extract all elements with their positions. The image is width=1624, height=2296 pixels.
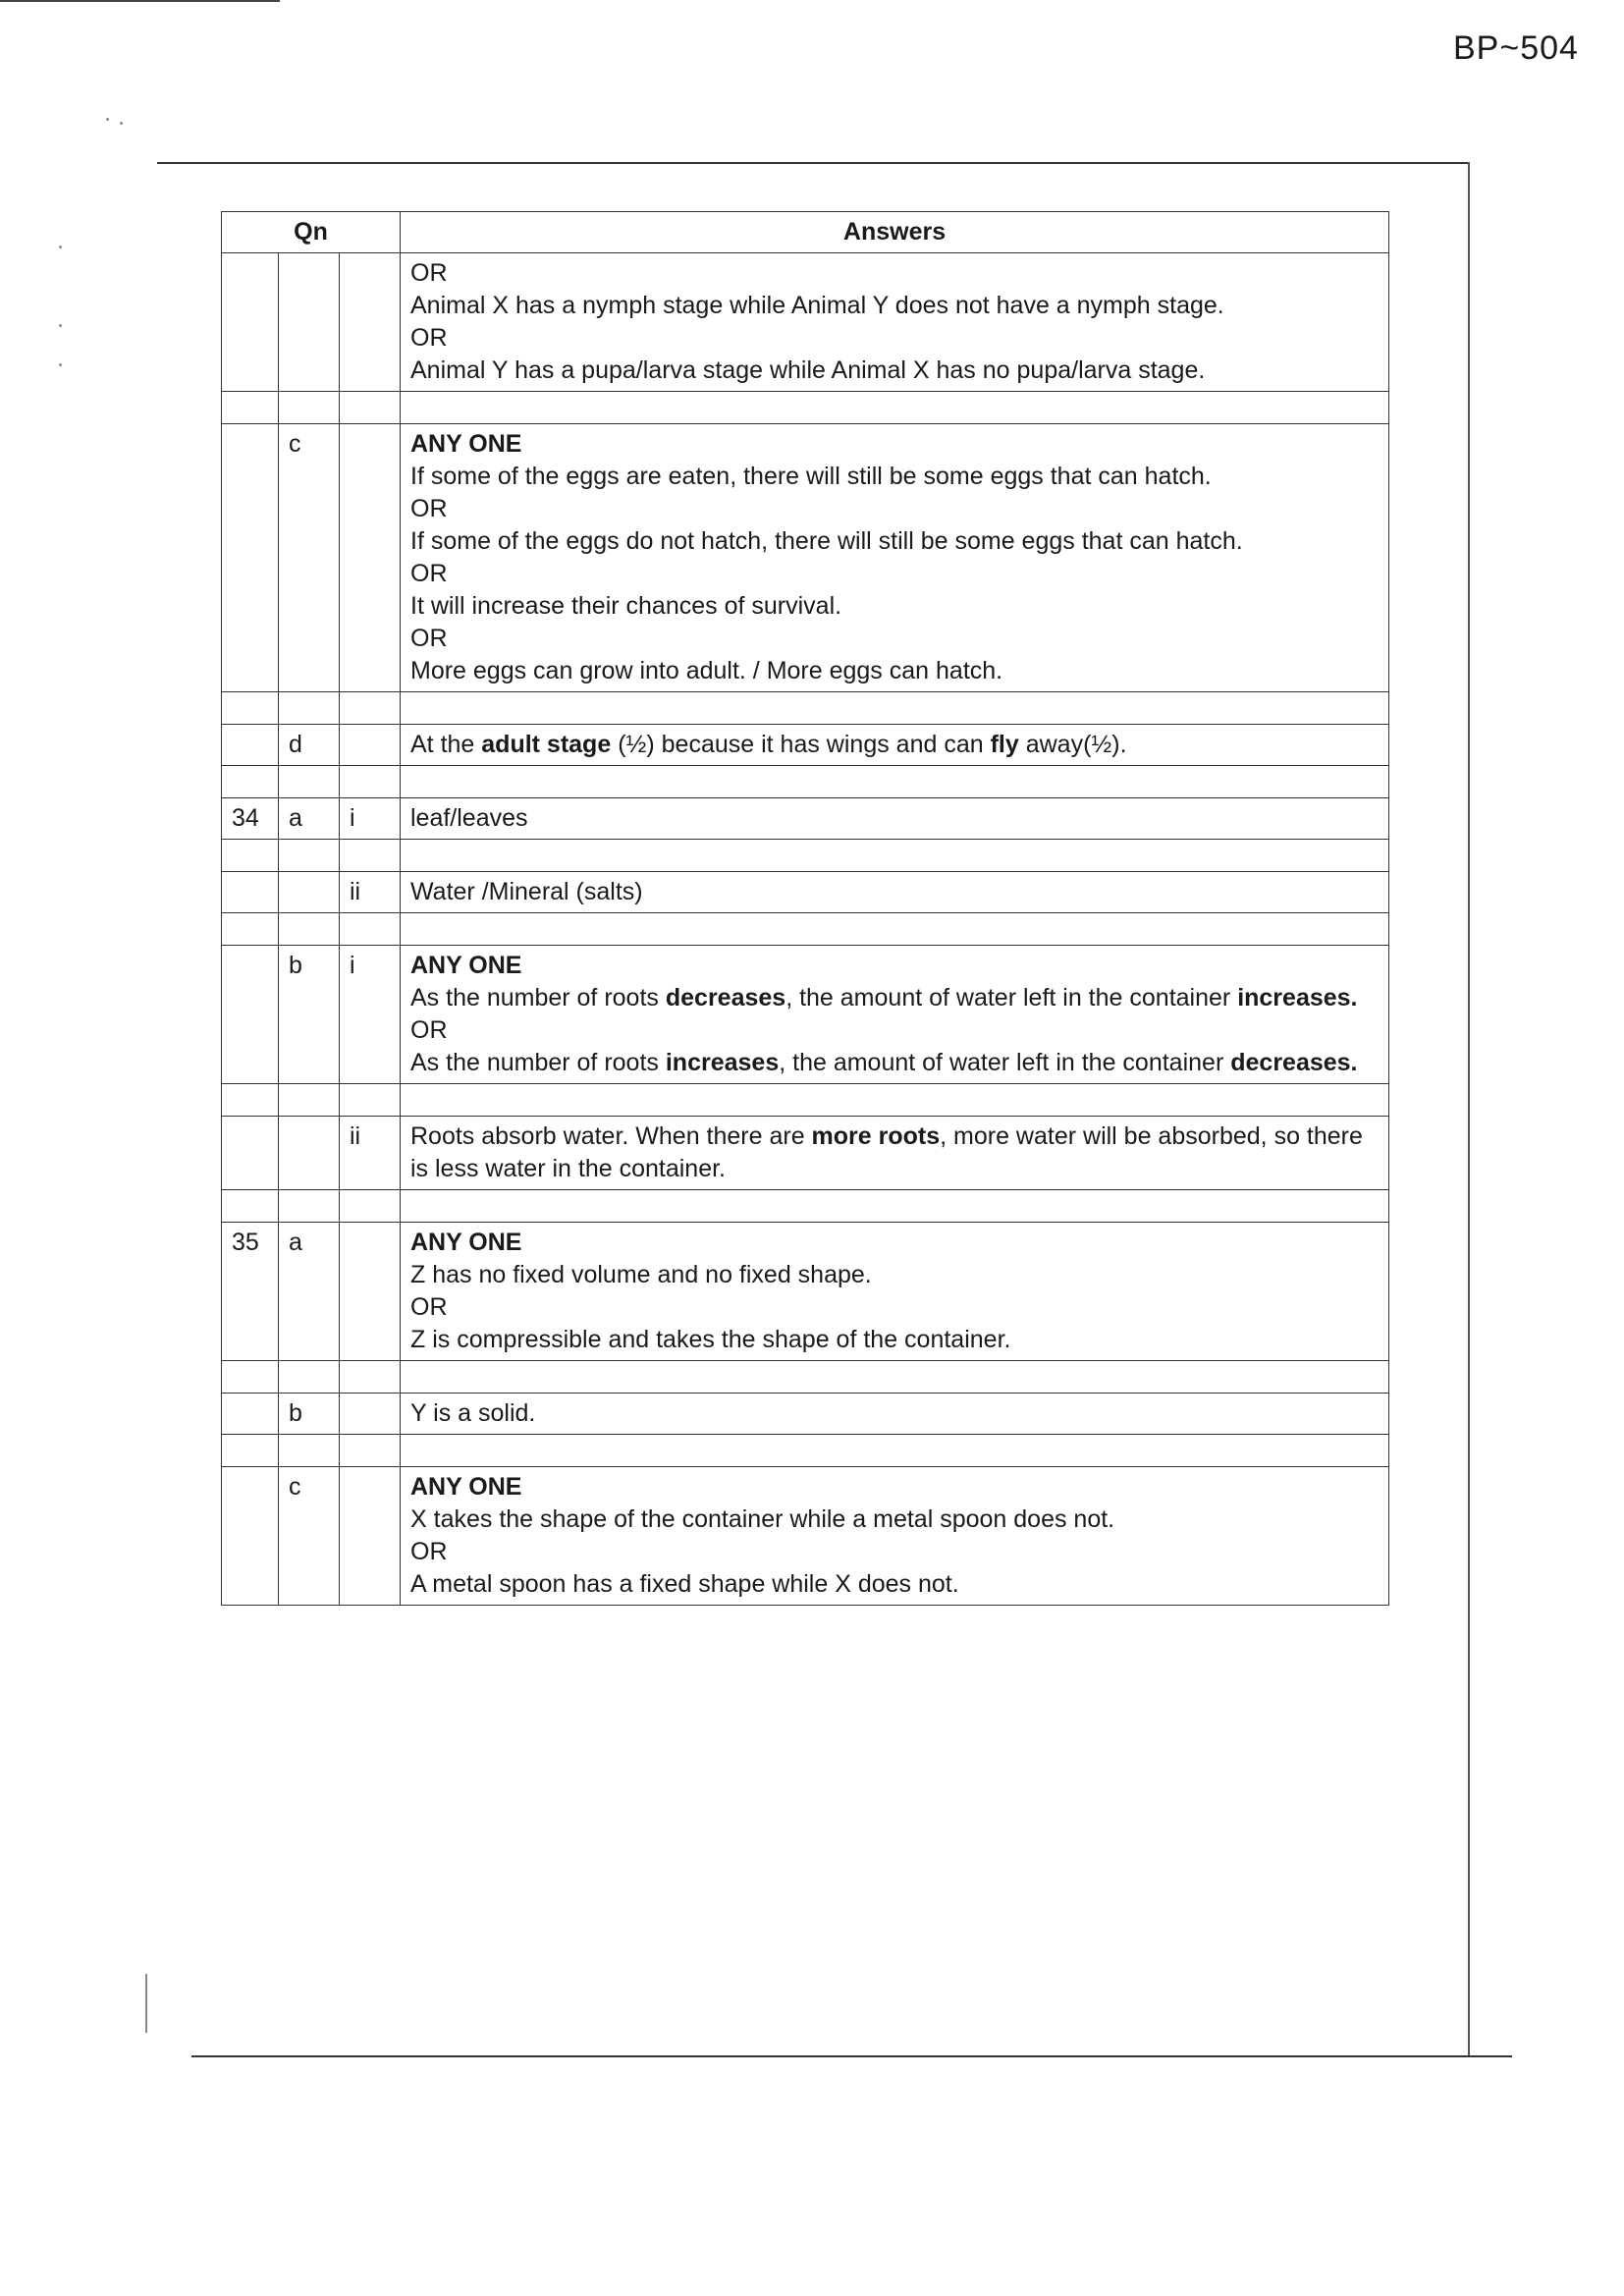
spacer-cell [279,913,340,946]
scan-speck [59,324,62,327]
spacer-cell [401,392,1389,424]
answer-line: If some of the eggs are eaten, there will still be some eggs that can hatch. [410,463,1212,490]
question-part [279,1117,340,1190]
answer-row [222,424,1389,692]
answer-line: ANY ONE [410,952,522,979]
answer-line: Y is a solid. [410,1399,536,1427]
question-number [222,1467,279,1606]
question-subpart [340,1223,401,1361]
question-subpart [340,725,401,766]
answer-cell [401,1467,1389,1606]
question-subpart: ii [340,872,401,913]
answer-row [222,253,1389,392]
answer-row [222,946,1389,1084]
scan-speck [106,118,109,121]
answer-line: If some of the eggs do not hatch, there will still be some eggs that can hatch. [410,527,1243,555]
question-part [279,253,340,392]
page-code: BP~504 [1453,29,1579,67]
spacer-cell [222,766,279,798]
spacer-cell [340,840,401,872]
spacer-cell [222,1084,279,1117]
question-part: c [279,1467,340,1606]
spacer-cell [279,1435,340,1467]
spacer-row [222,1361,1389,1394]
table-header-row [222,212,1389,253]
answer-line: OR [410,1538,448,1565]
spacer-cell [401,1435,1389,1467]
scan-mark [145,1974,147,2033]
spacer-cell [340,1190,401,1223]
question-subpart [340,1394,401,1435]
spacer-row [222,392,1389,424]
spacer-cell [340,1361,401,1394]
answer-cell [401,1223,1389,1361]
question-number [222,424,279,692]
spacer-cell [222,913,279,946]
answer-line: ANY ONE [410,430,522,458]
answer-rows [222,253,1389,1606]
answer-row [222,872,1389,913]
answer-cell [401,725,1389,766]
spacer-cell [340,392,401,424]
answer-line: Z is compressible and takes the shape of the container. [410,1326,1011,1353]
spacer-cell [401,692,1389,725]
spacer-cell [401,913,1389,946]
spacer-cell [279,1190,340,1223]
answer-line: OR [410,495,448,522]
spacer-cell [279,1361,340,1394]
question-number [222,725,279,766]
question-subpart [340,253,401,392]
answer-cell [401,1394,1389,1435]
spacer-cell [401,1084,1389,1117]
answer-cell [401,946,1389,1084]
answer-line: Roots absorb water. When there are more roots, more water will be absorbed, so there is less water in the container. [410,1122,1363,1182]
spacer-cell [279,392,340,424]
question-subpart: i [340,946,401,1084]
question-number [222,1394,279,1435]
answer-line: OR [410,560,448,587]
question-subpart [340,424,401,692]
answer-cell [401,798,1389,840]
answer-line: OR [410,1293,448,1321]
spacer-row [222,1190,1389,1223]
spacer-cell [340,692,401,725]
spacer-row [222,1084,1389,1117]
question-subpart: ii [340,1117,401,1190]
qn-header: Qn [222,212,401,253]
spacer-cell [279,692,340,725]
spacer-cell [340,1435,401,1467]
answer-cell [401,872,1389,913]
answer-line: OR [410,1016,448,1044]
frame-top-border [157,162,1468,164]
spacer-row [222,840,1389,872]
answer-line: It will increase their chances of survival. [410,592,842,620]
answer-line: ANY ONE [410,1473,522,1501]
question-part: b [279,946,340,1084]
question-number [222,872,279,913]
spacer-cell [279,766,340,798]
spacer-cell [340,766,401,798]
spacer-row [222,692,1389,725]
spacer-cell [340,913,401,946]
answer-line: A metal spoon has a fixed shape while X does not. [410,1570,959,1598]
question-number [222,253,279,392]
answer-line: ANY ONE [410,1229,522,1256]
answer-line: OR [410,324,448,352]
answer-row [222,1223,1389,1361]
answer-row [222,1117,1389,1190]
question-subpart: i [340,798,401,840]
question-number [222,946,279,1084]
spacer-cell [401,766,1389,798]
answer-line: X takes the shape of the container while a metal spoon does not. [410,1505,1115,1533]
answer-line: Animal Y has a pupa/larva stage while Animal X has no pupa/larva stage. [410,356,1206,384]
answer-line: As the number of roots decreases, the amount of water left in the container increases. [410,984,1358,1011]
answer-line: More eggs can grow into adult. / More eggs can hatch. [410,657,1003,684]
answer-row [222,798,1389,840]
answer-line: As the number of roots increases, the amount of water left in the container decreases. [410,1049,1358,1076]
spacer-cell [222,392,279,424]
question-part: c [279,424,340,692]
question-part: a [279,1223,340,1361]
spacer-cell [222,840,279,872]
spacer-cell [222,1190,279,1223]
answer-cell [401,424,1389,692]
spacer-cell [222,1361,279,1394]
spacer-cell [279,1084,340,1117]
answer-cell [401,253,1389,392]
question-part: d [279,725,340,766]
answer-line: Z has no fixed volume and no fixed shape. [410,1261,872,1288]
spacer-row [222,766,1389,798]
question-number: 34 [222,798,279,840]
answer-row [222,725,1389,766]
answers-header: Answers [401,212,1389,253]
question-subpart [340,1467,401,1606]
spacer-cell [340,1084,401,1117]
spacer-cell [401,840,1389,872]
spacer-cell [279,840,340,872]
answer-row [222,1394,1389,1435]
question-part: b [279,1394,340,1435]
spacer-row [222,913,1389,946]
scan-speck [120,122,123,125]
answer-cell [401,1117,1389,1190]
spacer-cell [222,692,279,725]
answer-row [222,1467,1389,1606]
answer-key-table [221,211,1389,1606]
answer-line: At the adult stage (½) because it has wings and can fly away(½). [410,731,1127,758]
frame-right-border [1468,162,1470,2057]
question-number [222,1117,279,1190]
answer-line: Animal X has a nymph stage while Animal Y does not have a nymph stage. [410,292,1224,319]
spacer-row [222,1435,1389,1467]
top-rule [0,0,280,2]
question-part: a [279,798,340,840]
question-part [279,872,340,913]
answer-line: leaf/leaves [410,804,528,832]
scan-speck [59,246,62,248]
spacer-cell [401,1190,1389,1223]
question-number: 35 [222,1223,279,1361]
answer-line: Water /Mineral (salts) [410,878,643,905]
answer-line: OR [410,259,448,287]
frame-bottom-border [191,2055,1512,2057]
spacer-cell [222,1435,279,1467]
scan-speck [59,363,62,366]
spacer-cell [401,1361,1389,1394]
answer-line: OR [410,625,448,652]
